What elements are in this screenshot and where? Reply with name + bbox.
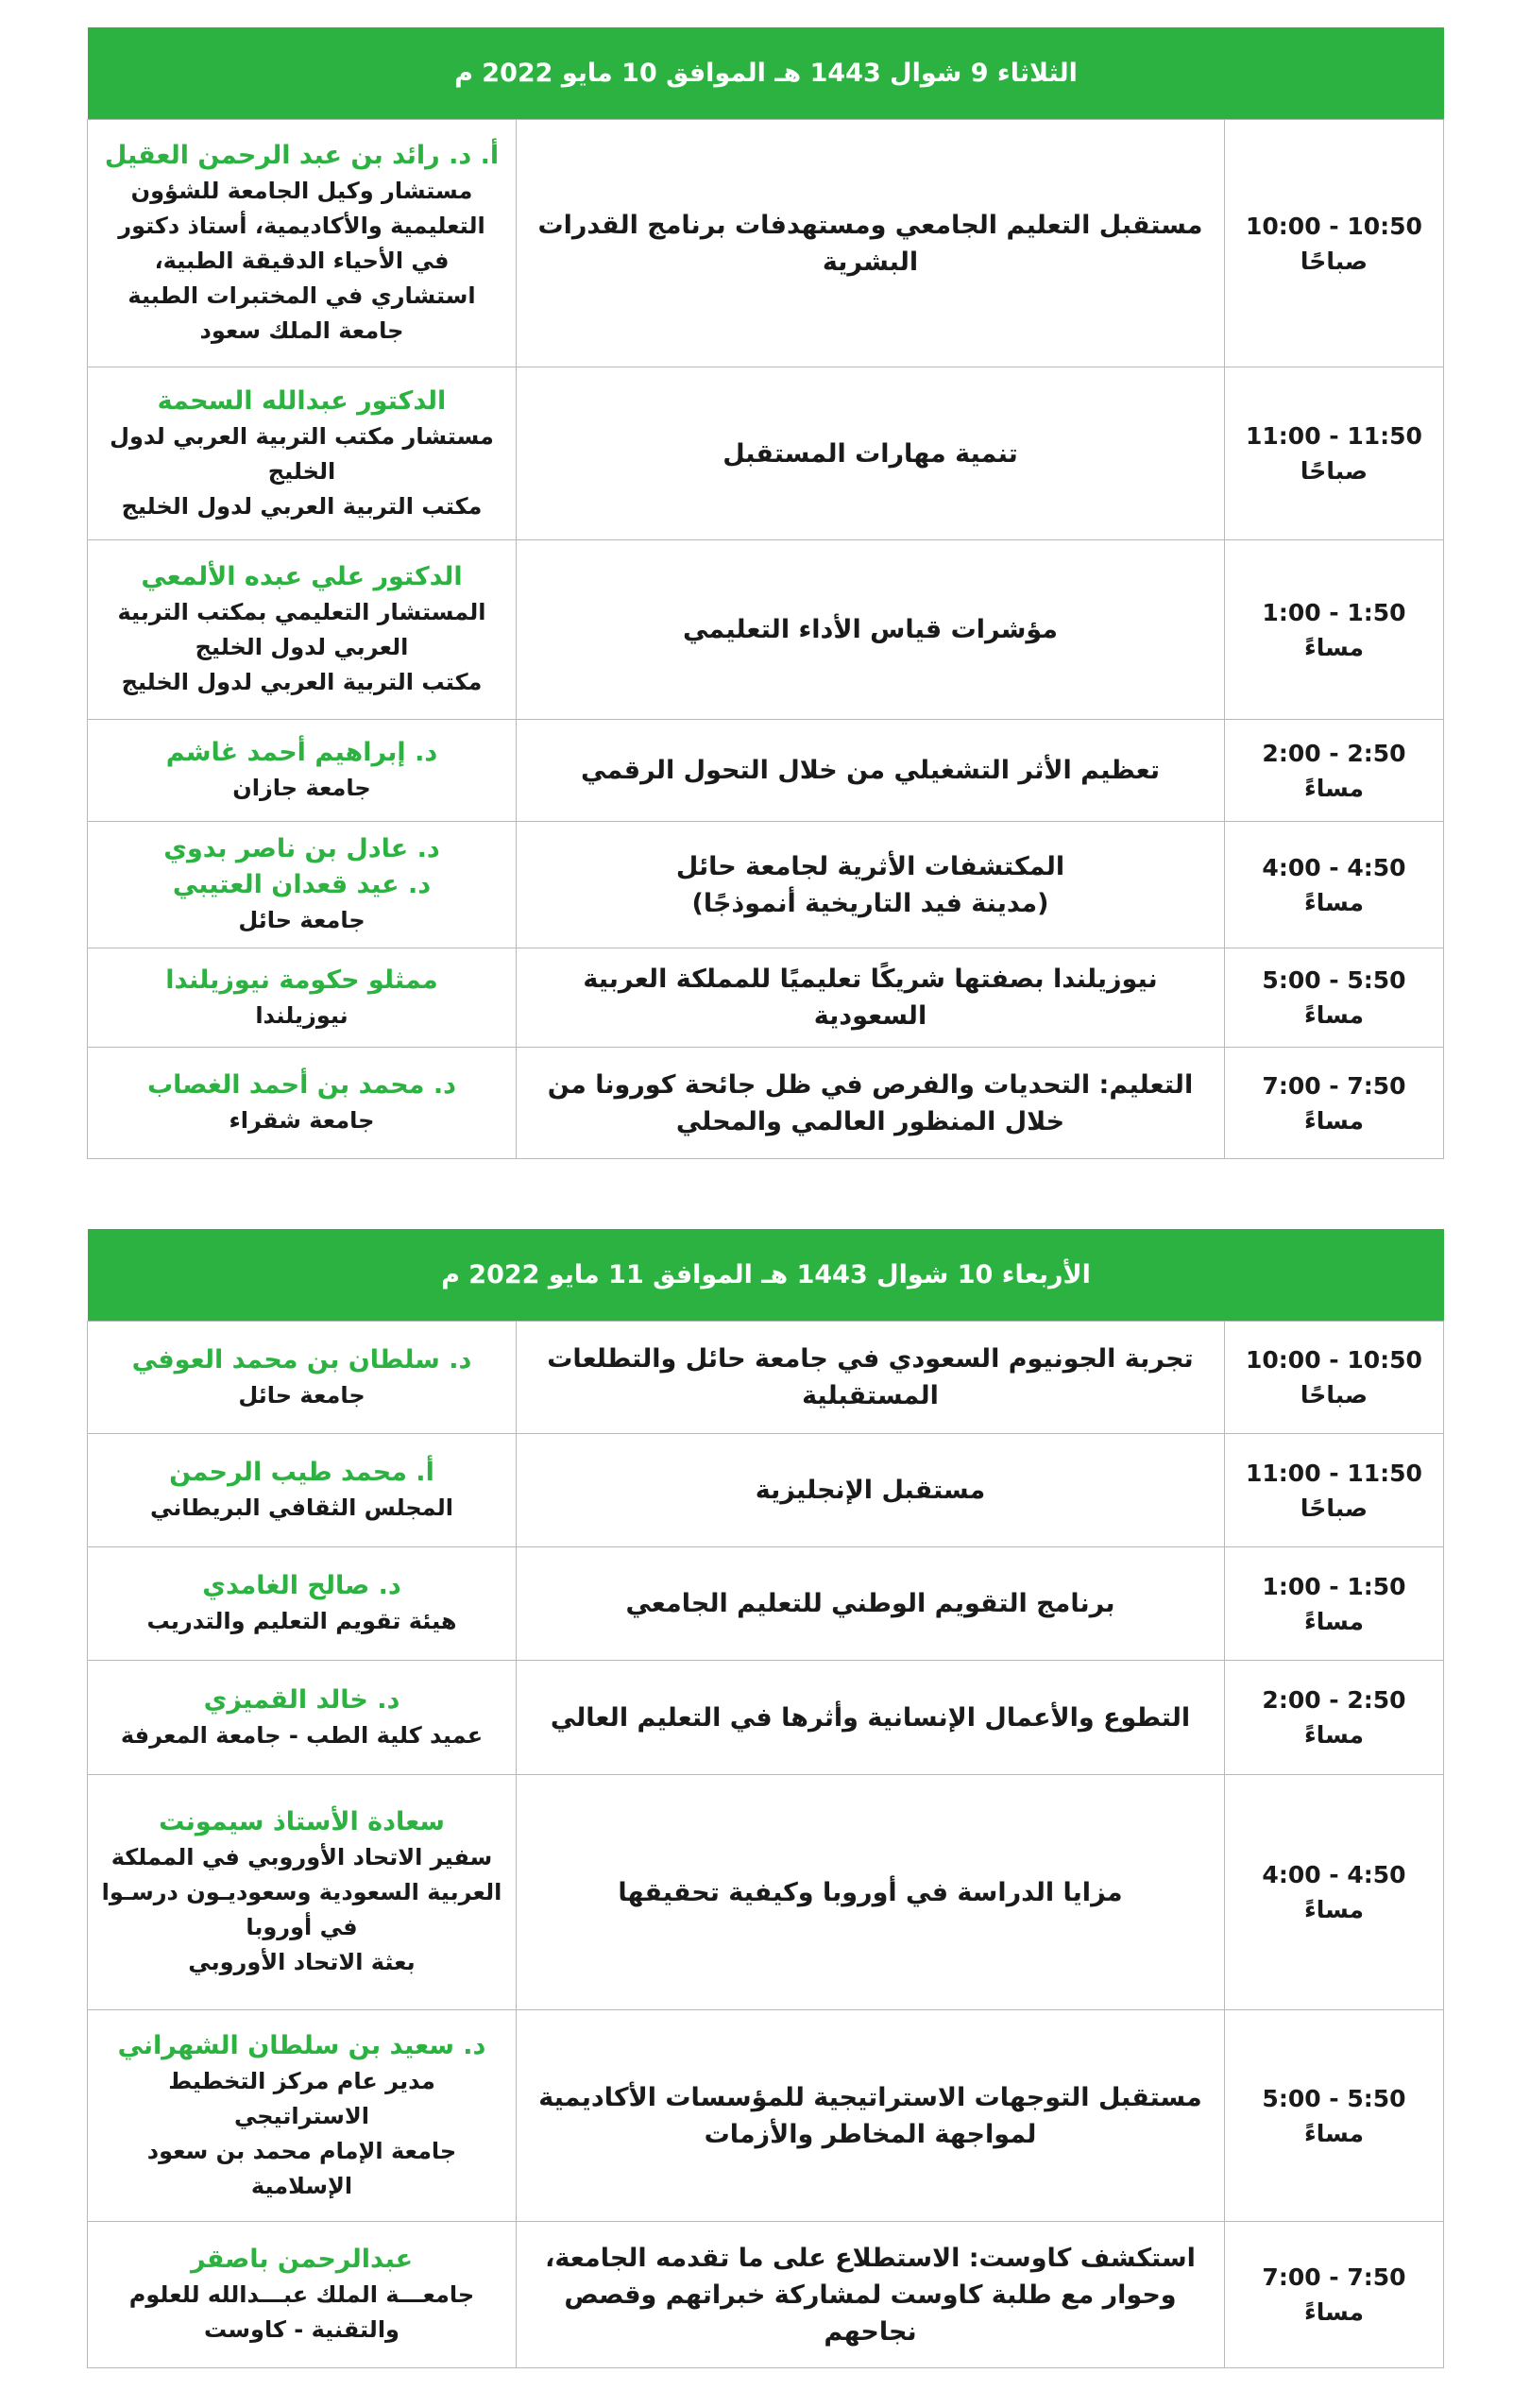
session-row — [88, 540, 1444, 720]
day-2-table — [87, 1321, 1444, 2368]
session-row — [88, 948, 1444, 1048]
session-time-cell — [1225, 2222, 1444, 2368]
session-speaker-cell — [88, 2010, 517, 2222]
day-1-schedule — [88, 27, 1444, 1159]
session-topic: مستقبل التوجهات الاستراتيجية للمؤسسات الأكاديمية لمواجهة المخاطر والأزمات — [538, 2082, 1202, 2149]
speaker-affiliation: نيوزيلندا — [255, 1001, 348, 1029]
session-row — [88, 1775, 1444, 2010]
session-topic-cell — [517, 1048, 1225, 1159]
session-topic-cell — [517, 822, 1225, 948]
day-1-rows — [88, 120, 1444, 1159]
session-time-cell — [1225, 540, 1444, 720]
session-topic-cell — [517, 2010, 1225, 2222]
speaker-name: الدكتور علي عبده الألمعي — [141, 562, 463, 591]
session-row — [88, 2010, 1444, 2222]
speaker-affiliation: المستشار التعليمي بمكتب التربية العربي لدول الخليج مكتب التربية العربي لدول الخليج — [117, 599, 486, 695]
session-speaker-cell — [88, 1322, 517, 1434]
session-topic: التطوع والأعمال الإنسانية وأثرها في التعليم العالي — [550, 1702, 1191, 1733]
speaker-name: ممثلو حكومة نيوزيلندا — [165, 965, 438, 995]
session-time-cell — [1225, 720, 1444, 822]
session-row — [88, 1048, 1444, 1159]
session-time: 11:00 - 11:50 — [1246, 1459, 1422, 1487]
speaker-name: سعادة الأستاذ سيمونت — [159, 1807, 445, 1836]
day-2-rows — [88, 1322, 1444, 2368]
speaker-name: د. سلطان بن محمد العوفي — [131, 1344, 472, 1375]
session-speaker-cell — [88, 1434, 517, 1547]
session-topic: مستقبل التعليم الجامعي ومستهدفات برنامج القدرات البشرية — [537, 210, 1203, 277]
session-period: مساءً — [1303, 1001, 1365, 1029]
session-speaker-cell — [88, 120, 517, 367]
session-speaker-cell — [88, 948, 517, 1048]
session-time-cell — [1225, 1434, 1444, 1547]
speaker-name: عبدالرحمن باصقر — [190, 2245, 414, 2274]
session-topic: مؤشرات قياس الأداء التعليمي — [682, 615, 1059, 644]
session-time: 1:00 - 1:50 — [1262, 1572, 1406, 1600]
session-speaker-cell — [88, 1547, 517, 1661]
session-time: 10:00 - 10:50 — [1246, 1346, 1422, 1374]
session-period: صباحًا — [1300, 457, 1368, 485]
session-time: 7:00 - 7:50 — [1262, 1071, 1406, 1100]
session-topic: برنامج التقويم الوطني للتعليم الجامعي — [625, 1589, 1115, 1618]
session-time: 10:00 - 10:50 — [1246, 212, 1422, 240]
session-period: صباحًا — [1300, 1494, 1368, 1522]
session-period: مساءً — [1303, 2298, 1365, 2326]
session-topic: تعظيم الأثر التشغيلي من خلال التحول الرقمي — [581, 756, 1160, 785]
session-row — [88, 367, 1444, 540]
session-topic: مستقبل الإنجليزية — [755, 1476, 986, 1505]
session-row — [88, 822, 1444, 948]
session-time: 1:00 - 1:50 — [1262, 598, 1406, 626]
day-1-table — [87, 119, 1444, 1159]
session-topic: المكتشفات الأثرية لجامعة حائل (مدينة فيد التاريخية أنموذجًا) — [675, 851, 1065, 918]
session-period: صباحًا — [1300, 247, 1368, 275]
speaker-name: د. إبراهيم أحمد غاشم — [165, 738, 438, 767]
session-time: 5:00 - 5:50 — [1262, 2084, 1406, 2112]
session-row — [88, 1661, 1444, 1775]
session-period: مساءً — [1303, 888, 1365, 916]
session-topic-cell — [517, 1661, 1225, 1775]
speaker-affiliation: مستشار مكتب التربية العربي لدول الخليج مكتب التربية العربي لدول الخليج — [110, 422, 494, 520]
session-time-cell — [1225, 2010, 1444, 2222]
speaker-name: د. خالد القميزي — [203, 1684, 400, 1715]
speaker-affiliation: جامعة حائل — [238, 1381, 366, 1409]
session-time-cell — [1225, 1322, 1444, 1434]
session-speaker-cell — [88, 2222, 517, 2368]
session-topic: تجربة الجونيوم السعودي في جامعة حائل والتطلعات المستقبلية — [547, 1344, 1194, 1410]
session-time: 4:00 - 4:50 — [1262, 853, 1406, 881]
day-1-header: الثلاثاء 9 شوال 1443 هـ الموافق 10 مايو 2022 م — [88, 27, 1444, 119]
day-2-schedule — [88, 1229, 1444, 2368]
session-period: مساءً — [1303, 2119, 1365, 2147]
session-time: 2:00 - 2:50 — [1262, 1686, 1406, 1714]
session-time-cell — [1225, 1661, 1444, 1775]
speaker-name: أ. د. رائد بن عبد الرحمن العقيل — [104, 141, 500, 170]
speaker-name: د. سعيد بن سلطان الشهراني — [117, 2030, 486, 2060]
session-topic-cell — [517, 948, 1225, 1048]
session-topic: استكشف كاوست: الاستطلاع على ما تقدمه الجامعة، وحوار مع طلبة كاوست لمشاركة خبراتهم وقصص نجاحهم — [545, 2243, 1196, 2347]
speaker-affiliation: جامعة شقراء — [229, 1107, 375, 1134]
session-speaker-cell — [88, 367, 517, 540]
session-speaker-cell — [88, 1661, 517, 1775]
session-time-cell — [1225, 948, 1444, 1048]
speaker-name: د. عادل بن ناصر بدوي د. عيد قعدان العتيبي — [163, 834, 440, 899]
speaker-name: الدكتور عبدالله السحمة — [157, 385, 447, 416]
speaker-affiliation: هيئة تقويم التعليم والتدريب — [146, 1608, 457, 1634]
session-topic-cell — [517, 1434, 1225, 1547]
session-topic-cell — [517, 367, 1225, 540]
speaker-affiliation: سفير الاتحاد الأوروبي في المملكة العربية السعودية وسعوديـون درسـوا في أوروبا بعثة الاتحاد الأوروبي — [101, 1844, 502, 1975]
session-topic-cell — [517, 120, 1225, 367]
session-topic-cell — [517, 1775, 1225, 2010]
speaker-affiliation: جامعـــة الملك عبـــدالله للعلوم والتقنية - كاوست — [128, 2281, 475, 2343]
session-period: مساءً — [1303, 774, 1365, 802]
session-speaker-cell — [88, 720, 517, 822]
session-period: مساءً — [1303, 1106, 1365, 1135]
session-time: 4:00 - 4:50 — [1262, 1861, 1406, 1888]
session-time: 7:00 - 7:50 — [1262, 2263, 1406, 2291]
speaker-affiliation: مدير عام مركز التخطيط الاستراتيجي جامعة الإمام محمد بن سعود الإسلامية — [146, 2067, 457, 2199]
session-row — [88, 120, 1444, 367]
session-topic: نيوزيلندا بصفتها شريكًا تعليميًا للمملكة العربية السعودية — [583, 965, 1158, 1031]
session-time: 2:00 - 2:50 — [1262, 739, 1406, 767]
session-topic-cell — [517, 720, 1225, 822]
speaker-name: أ. محمد طيب الرحمن — [169, 1458, 434, 1487]
session-time-cell — [1225, 120, 1444, 367]
session-time: 11:00 - 11:50 — [1246, 422, 1422, 450]
session-topic: التعليم: التحديات والفرص في ظل جائحة كورونا من خلال المنظور العالمي والمحلي — [547, 1069, 1194, 1136]
speaker-name: د. محمد بن أحمد الغصاب — [147, 1070, 456, 1100]
session-speaker-cell — [88, 822, 517, 948]
session-row — [88, 720, 1444, 822]
session-row — [88, 1434, 1444, 1547]
session-time-cell — [1225, 1048, 1444, 1159]
session-period: مساءً — [1303, 1721, 1365, 1749]
session-time-cell — [1225, 367, 1444, 540]
session-speaker-cell — [88, 1775, 517, 2010]
session-time: 5:00 - 5:50 — [1262, 966, 1406, 994]
speaker-affiliation: المجلس الثقافي البريطاني — [149, 1494, 454, 1521]
session-speaker-cell — [88, 1048, 517, 1159]
speaker-affiliation: مستشار وكيل الجامعة للشؤون التعليمية والأكاديمية، أستاذ دكتور في الأحياء الدقيقة الطبية، استشاري في المختبرات الطبية جامعة الملك سعود — [118, 178, 485, 344]
session-period: مساءً — [1303, 1896, 1365, 1923]
session-topic: مزايا الدراسة في أوروبا وكيفية تحقيقها — [618, 1877, 1123, 1907]
session-topic-cell — [517, 1547, 1225, 1661]
speaker-affiliation: عميد كلية الطب - جامعة المعرفة — [120, 1721, 484, 1749]
session-period: مساءً — [1303, 1607, 1365, 1635]
speaker-affiliation: جامعة حائل — [238, 907, 366, 933]
session-topic-cell — [517, 2222, 1225, 2368]
session-time-cell — [1225, 1547, 1444, 1661]
session-row — [88, 1322, 1444, 1434]
day-2-header: الأربعاء 10 شوال 1443 هـ الموافق 11 مايو 2022 م — [88, 1229, 1444, 1321]
session-topic-cell — [517, 1322, 1225, 1434]
session-period: مساءً — [1303, 633, 1365, 661]
session-speaker-cell — [88, 540, 517, 720]
speaker-name: د. صالح الغامدي — [202, 1571, 401, 1600]
session-topic: تنمية مهارات المستقبل — [722, 438, 1018, 469]
speaker-affiliation: جامعة جازان — [232, 775, 371, 801]
session-row — [88, 2222, 1444, 2368]
session-time-cell — [1225, 822, 1444, 948]
session-time-cell — [1225, 1775, 1444, 2010]
session-period: صباحًا — [1300, 1381, 1368, 1409]
session-topic-cell — [517, 540, 1225, 720]
session-row — [88, 1547, 1444, 1661]
